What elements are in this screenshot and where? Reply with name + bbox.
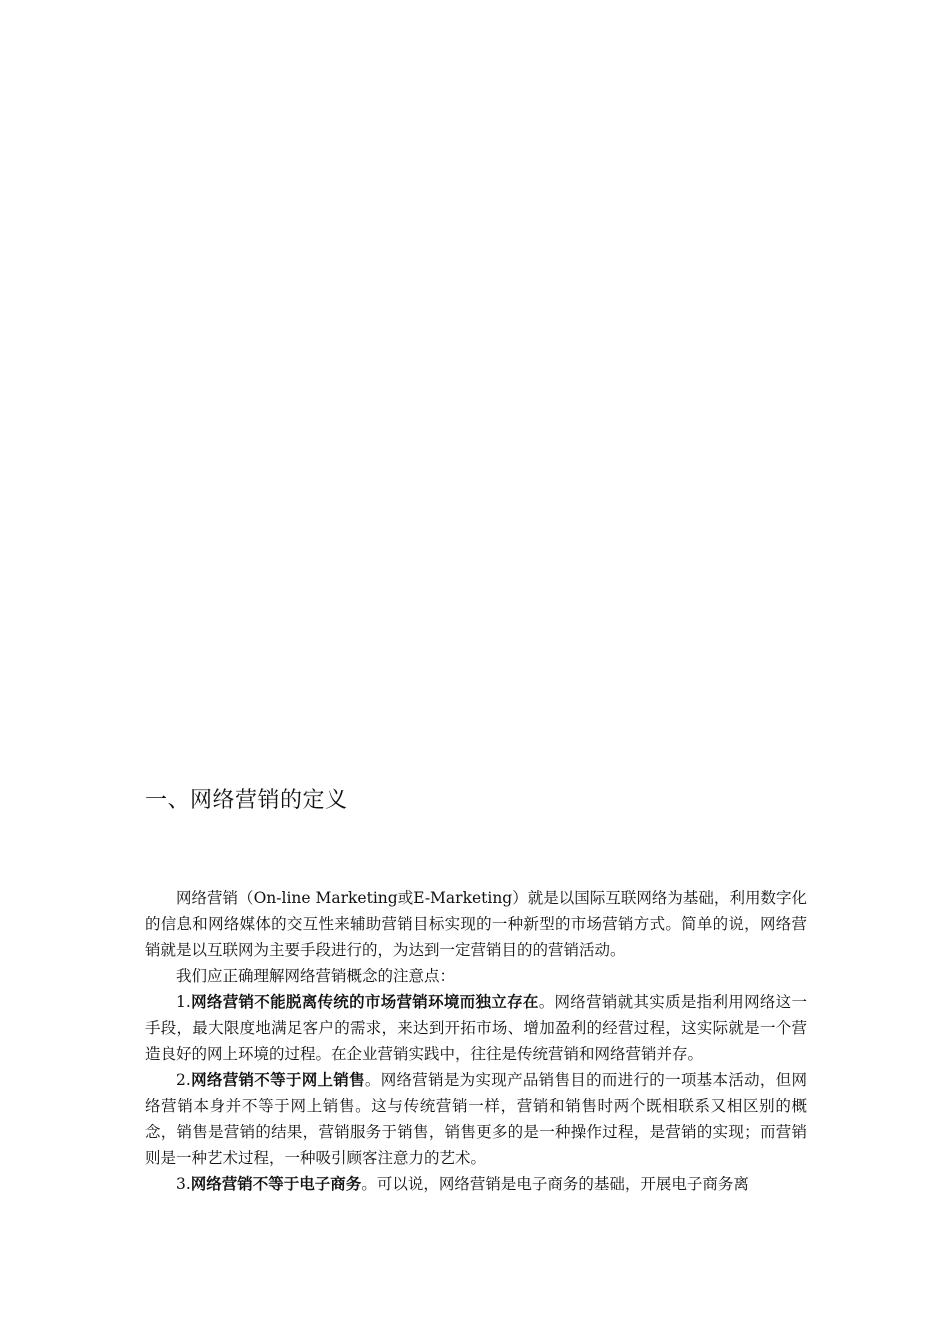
paragraph-text: 。可以说，网络营销是电子商务的基础，开展电子商务离 bbox=[361, 1175, 749, 1193]
paragraph-notes-intro bbox=[145, 963, 807, 989]
paragraph-text: 。网络营销是为实现产品销售目的而进行的一项基本活动，但网络营销本身并不等于网上销售。这与传统营销一样，营销和销售时两个既相联系又相区别的概念，销售是营销的结果，营销服务于销售，销售更多的是一种操作过程，是营销的实现；而营销则是一种艺术过程，一种吸引顾客注意力的艺术。 bbox=[145, 1071, 807, 1167]
body-text bbox=[145, 885, 807, 1197]
point-number: 2. bbox=[176, 1071, 191, 1089]
point-number: 3. bbox=[176, 1175, 191, 1193]
point-lead: 网络营销不等于电子商务 bbox=[190, 1175, 362, 1193]
paragraph-definition bbox=[145, 885, 807, 963]
paragraph-point-1 bbox=[145, 989, 807, 1067]
paragraph-text: 。网络营销就其实质是指利用网络这一手段，最大限度地满足客户的需求，来达到开拓市场、增加盈利的经营过程，这实际就是一个营造良好的网上环境的过程。在企业营销实践中，往往是传统营销和网络营销并存。 bbox=[145, 993, 807, 1063]
point-lead: 网络营销不能脱离传统的市场营销环境而独立存在 bbox=[190, 993, 539, 1011]
paragraph-point-2 bbox=[145, 1067, 807, 1171]
paragraph-text: 我们应正确理解网络营销概念的注意点： bbox=[176, 967, 456, 985]
paragraph-point-3 bbox=[145, 1171, 807, 1197]
paragraph-text: 网络营销（On-line Marketing或E-Marketing）就是以国际互联网络为基础，利用数字化的信息和网络媒体的交互性来辅助营销目标实现的一种新型的市场营销方式。简单的说，网络营销就是以互联网为主要手段进行的，为达到一定营销目的的营销活动。 bbox=[145, 889, 807, 959]
point-number: 1. bbox=[176, 993, 191, 1011]
section-heading: 一、网络营销的定义 bbox=[145, 788, 348, 813]
point-lead: 网络营销不等于网上销售 bbox=[190, 1071, 365, 1089]
